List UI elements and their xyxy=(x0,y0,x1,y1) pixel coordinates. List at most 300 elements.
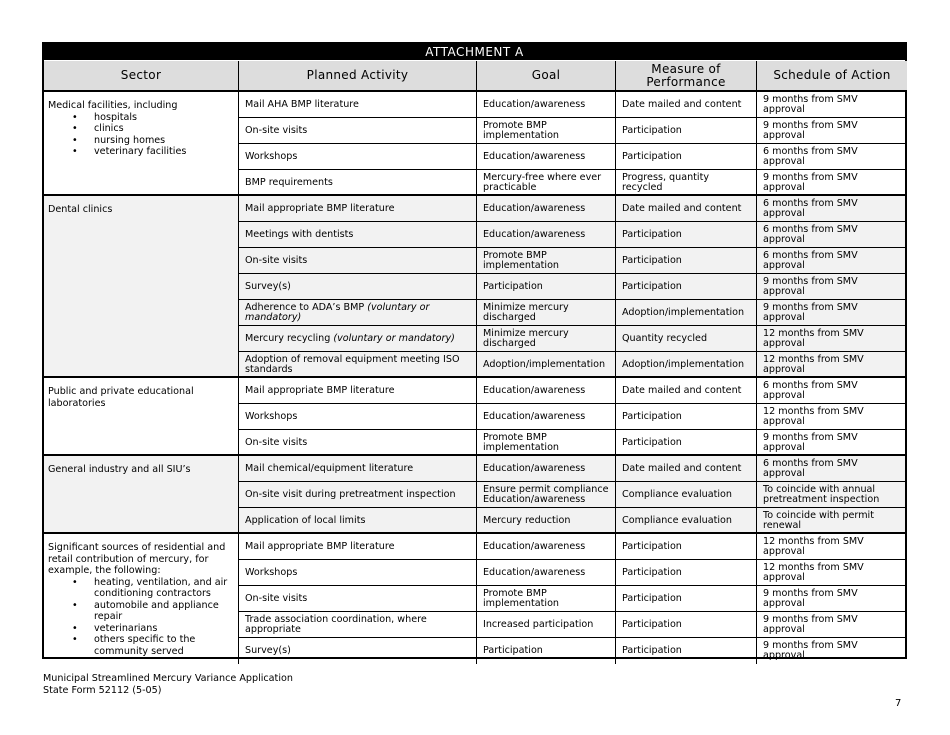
goal-cell-text xyxy=(483,542,585,553)
activity-note: (voluntary or mandatory) xyxy=(245,301,430,323)
planned-activity-cell xyxy=(239,170,477,196)
goal-cell-text xyxy=(483,251,609,272)
goal-cell-value: Education/awareness xyxy=(483,228,586,240)
planned-activity-cell xyxy=(239,508,477,534)
schedule-cell-text xyxy=(763,225,901,246)
header-measure-of-performance: Measure of Performance xyxy=(616,61,757,90)
sector-bullet-item: • veterinary facilities xyxy=(94,146,234,158)
planned-activity-cell-value: Mail AHA BMP literature xyxy=(245,98,359,110)
sector-bullet-list xyxy=(48,577,234,658)
planned-activity-cell-text xyxy=(245,126,307,137)
planned-activity-cell-value: On-site visits xyxy=(245,592,308,604)
schedule-cell-value: 9 months from SMV approval xyxy=(763,275,858,297)
schedule-cell-value: 6 months from SMV approval xyxy=(763,197,858,219)
measure-cell-text xyxy=(622,126,682,137)
goal-cell xyxy=(477,196,616,222)
planned-activity-cell xyxy=(239,326,477,352)
goal-cell-value: Education/awareness xyxy=(483,150,586,162)
planned-activity-cell-value: Mail appropriate BMP literature xyxy=(245,202,395,214)
goal-cell xyxy=(477,612,616,638)
sector-bullet-item: • automobile and appliance repair xyxy=(94,600,234,623)
goal-cell-value: Adoption/implementation xyxy=(483,358,606,370)
schedule-cell-value: 12 months from SMV approval xyxy=(763,353,864,375)
goal-cell xyxy=(477,170,616,196)
measure-cell xyxy=(616,326,757,352)
footer-form-title: Municipal Streamlined Mercury Variance Application xyxy=(43,673,293,684)
goal-cell xyxy=(477,508,616,534)
planned-activity-cell-value: On-site visit during pretreatment inspection xyxy=(245,488,456,500)
schedule-cell-text xyxy=(763,407,901,428)
goal-cell-text xyxy=(483,121,609,142)
schedule-cell xyxy=(757,482,907,508)
planned-activity-cell-value: Mail appropriate BMP literature xyxy=(245,540,395,552)
goal-cell-text xyxy=(483,204,585,215)
measure-cell-value: Date mailed and content xyxy=(622,202,742,214)
measure-cell-value: Compliance evaluation xyxy=(622,488,732,500)
measure-cell xyxy=(616,248,757,274)
planned-activity-cell-value: Survey(s) xyxy=(245,280,291,292)
measure-cell-text xyxy=(622,568,682,579)
goal-cell-value: Promote BMP implementation xyxy=(483,119,560,141)
sector-cell xyxy=(44,92,239,196)
schedule-cell xyxy=(757,144,907,170)
planned-activity-cell xyxy=(239,248,477,274)
schedule-cell-text xyxy=(763,303,901,324)
table-row xyxy=(239,508,905,534)
goal-cell-value: Education/awareness xyxy=(483,410,586,422)
goal-cell xyxy=(477,118,616,144)
goal-cell-value: Promote BMP implementation xyxy=(483,587,560,609)
table-row xyxy=(239,144,905,170)
measure-cell xyxy=(616,560,757,586)
goal-cell-value: Education/awareness xyxy=(483,202,586,214)
measure-cell-value: Date mailed and content xyxy=(622,462,742,474)
schedule-cell-text xyxy=(763,251,901,272)
measure-cell-value: Participation xyxy=(622,124,682,136)
table-row xyxy=(239,352,905,378)
measure-cell xyxy=(616,92,757,118)
goal-cell-value: Promote BMP implementation xyxy=(483,249,560,271)
goal-cell-text xyxy=(483,360,605,371)
measure-cell xyxy=(616,196,757,222)
goal-cell xyxy=(477,248,616,274)
schedule-cell xyxy=(757,456,907,482)
measure-cell-text xyxy=(622,173,750,194)
table-row xyxy=(239,378,905,404)
measure-cell-value: Participation xyxy=(622,592,682,604)
schedule-cell-value: 9 months from SMV approval xyxy=(763,431,858,453)
schedule-cell-value: To coincide with annual pretreatment inspection xyxy=(763,483,880,505)
goal-cell xyxy=(477,560,616,586)
planned-activity-cell-text xyxy=(245,464,413,475)
planned-activity-cell-text xyxy=(245,230,353,241)
schedule-cell xyxy=(757,170,907,196)
schedule-cell-value: 9 months from SMV approval xyxy=(763,93,858,115)
planned-activity-cell xyxy=(239,482,477,508)
goal-cell xyxy=(477,586,616,612)
planned-activity-cell-value: Workshops xyxy=(245,150,298,162)
schedule-cell-value: 12 months from SMV approval xyxy=(763,561,864,583)
sector-name: Significant sources of residential and retail contribution of mercury, for example, the following: xyxy=(48,542,226,576)
schedule-cell xyxy=(757,534,907,560)
sector-name: Medical facilities, including xyxy=(48,100,178,111)
planned-activity-cell-text xyxy=(245,386,394,397)
schedule-cell-text xyxy=(763,121,901,142)
measure-cell-text xyxy=(622,100,741,111)
goal-cell xyxy=(477,430,616,456)
schedule-cell xyxy=(757,378,907,404)
sector-bullet-item: • nursing homes xyxy=(94,135,234,147)
page-number: 7 xyxy=(895,698,902,709)
planned-activity-cell-value: Mercury recycling xyxy=(245,332,334,344)
schedule-cell-text xyxy=(763,459,901,480)
schedule-cell xyxy=(757,612,907,638)
table-row xyxy=(239,300,905,326)
schedule-cell-text xyxy=(763,589,901,610)
measure-cell-value: Participation xyxy=(622,150,682,162)
schedule-cell xyxy=(757,352,907,378)
planned-activity-cell-value: Application of local limits xyxy=(245,514,366,526)
planned-activity-cell-text xyxy=(245,152,297,163)
schedule-cell xyxy=(757,248,907,274)
measure-cell-text xyxy=(622,204,741,215)
goal-cell-text xyxy=(483,282,543,293)
goal-cell xyxy=(477,92,616,118)
schedule-cell xyxy=(757,638,907,664)
measure-cell-value: Date mailed and content xyxy=(622,98,742,110)
measure-cell-value: Compliance evaluation xyxy=(622,514,732,526)
planned-activity-cell-text xyxy=(245,646,291,657)
measure-cell-text xyxy=(622,620,682,631)
goal-cell xyxy=(477,534,616,560)
schedule-cell-text xyxy=(763,511,901,532)
planned-activity-cell-text xyxy=(245,516,365,527)
measure-cell xyxy=(616,456,757,482)
table-row xyxy=(239,274,905,300)
goal-cell-text xyxy=(483,230,585,241)
measure-cell-text xyxy=(622,256,682,267)
measure-cell-value: Quantity recycled xyxy=(622,332,708,344)
schedule-cell-value: To coincide with permit renewal xyxy=(763,509,874,531)
planned-activity-cell-text xyxy=(245,594,307,605)
goal-cell-value: Education/awareness xyxy=(483,462,586,474)
schedule-cell-text xyxy=(763,95,901,116)
goal-cell-value: Education/awareness xyxy=(483,540,586,552)
planned-activity-cell xyxy=(239,456,477,482)
planned-activity-cell xyxy=(239,404,477,430)
schedule-cell xyxy=(757,92,907,118)
measure-cell-text xyxy=(622,516,732,527)
goal-cell-text xyxy=(483,620,593,631)
table-row xyxy=(239,560,905,586)
goal-cell-value: Minimize mercury discharged xyxy=(483,301,569,323)
schedule-cell-value: 9 months from SMV approval xyxy=(763,301,858,323)
planned-activity-cell xyxy=(239,560,477,586)
measure-cell xyxy=(616,274,757,300)
measure-cell xyxy=(616,534,757,560)
schedule-cell-value: 12 months from SMV approval xyxy=(763,535,864,557)
planned-activity-cell xyxy=(239,612,477,638)
measure-cell-text xyxy=(622,542,682,553)
measure-cell xyxy=(616,638,757,664)
goal-cell xyxy=(477,482,616,508)
sector-bullet-item: • others specific to the community served xyxy=(94,634,234,657)
measure-cell-text xyxy=(622,308,744,319)
measure-cell-value: Adoption/implementation xyxy=(622,358,745,370)
goal-cell-value: Increased participation xyxy=(483,618,594,630)
planned-activity-cell-value: Survey(s) xyxy=(245,644,291,656)
planned-activity-cell-value: Workshops xyxy=(245,566,298,578)
table-row xyxy=(239,638,905,664)
measure-cell-text xyxy=(622,152,682,163)
sector-bullet-item: • clinics xyxy=(94,123,234,135)
goal-cell xyxy=(477,638,616,664)
table-row xyxy=(239,248,905,274)
sector-cell xyxy=(44,378,239,456)
schedule-cell xyxy=(757,222,907,248)
schedule-cell xyxy=(757,274,907,300)
goal-cell-value: Participation xyxy=(483,644,543,656)
footer-form-number: State Form 52112 (5-05) xyxy=(43,684,162,696)
goal-cell-text xyxy=(483,433,609,454)
table-row xyxy=(239,430,905,456)
goal-cell-value: Education/awareness xyxy=(483,98,586,110)
goal-cell-value: Minimize mercury discharged xyxy=(483,327,569,349)
table-row xyxy=(239,534,905,560)
measure-cell-value: Participation xyxy=(622,618,682,630)
measure-cell-value: Participation xyxy=(622,280,682,292)
table-row xyxy=(239,92,905,118)
measure-cell-value: Participation xyxy=(622,254,682,266)
schedule-cell-text xyxy=(763,381,901,402)
measure-cell xyxy=(616,300,757,326)
planned-activity-cell-value: Workshops xyxy=(245,410,298,422)
planned-activity-cell xyxy=(239,118,477,144)
planned-activity-cell-value: Adherence to ADA’s BMP xyxy=(245,301,368,313)
goal-cell-value: Mercury reduction xyxy=(483,514,571,526)
sector-bullet-item: • veterinarians xyxy=(94,623,234,635)
schedule-cell-value: 6 months from SMV approval xyxy=(763,145,858,167)
goal-cell-text xyxy=(483,646,543,657)
goal-cell-text xyxy=(483,100,585,111)
schedule-cell xyxy=(757,404,907,430)
schedule-cell-text xyxy=(763,329,901,350)
schedule-cell-value: 6 months from SMV approval xyxy=(763,249,858,271)
goal-cell xyxy=(477,300,616,326)
schedule-cell-value: 9 months from SMV approval xyxy=(763,613,858,635)
measure-cell-value: Date mailed and content xyxy=(622,384,742,396)
schedule-cell xyxy=(757,586,907,612)
sector-name: General industry and all SIU’s xyxy=(48,464,191,475)
measure-cell xyxy=(616,118,757,144)
measure-cell-text xyxy=(622,386,741,397)
planned-activity-cell-text xyxy=(245,490,456,501)
schedule-cell xyxy=(757,118,907,144)
goal-cell-value: Participation xyxy=(483,280,543,292)
planned-activity-cell xyxy=(239,92,477,118)
schedule-cell-value: 9 months from SMV approval xyxy=(763,119,858,141)
planned-activity-cell xyxy=(239,586,477,612)
schedule-cell-value: 12 months from SMV approval xyxy=(763,327,864,349)
schedule-cell-text xyxy=(763,433,901,454)
table-row xyxy=(239,196,905,222)
sector-cell xyxy=(44,456,239,534)
table-row xyxy=(239,170,905,196)
schedule-cell-text xyxy=(763,615,901,636)
planned-activity-cell-text xyxy=(245,256,307,267)
schedule-cell-text xyxy=(763,485,901,506)
goal-cell-text xyxy=(483,589,609,610)
planned-activity-cell-value: On-site visits xyxy=(245,124,308,136)
goal-cell-text xyxy=(483,152,585,163)
schedule-cell-text xyxy=(763,173,901,194)
goal-cell-value: Promote BMP implementation xyxy=(483,431,560,453)
table-row xyxy=(239,118,905,144)
sector-name: Public and private educational laboratories xyxy=(48,386,194,409)
schedule-cell-value: 9 months from SMV approval xyxy=(763,587,858,609)
schedule-cell-text xyxy=(763,199,901,220)
schedule-cell xyxy=(757,300,907,326)
planned-activity-cell-text xyxy=(245,303,470,324)
measure-cell-value: Participation xyxy=(622,540,682,552)
table-row xyxy=(239,326,905,352)
measure-cell-value: Participation xyxy=(622,436,682,448)
planned-activity-cell-text xyxy=(245,412,297,423)
planned-activity-cell-value: BMP requirements xyxy=(245,176,333,188)
measure-cell xyxy=(616,508,757,534)
schedule-cell-text xyxy=(763,641,901,662)
planned-activity-cell-value: Trade association coordination, where appropriate xyxy=(245,613,427,635)
goal-cell xyxy=(477,144,616,170)
schedule-cell xyxy=(757,196,907,222)
goal-cell xyxy=(477,404,616,430)
planned-activity-cell-value: On-site visits xyxy=(245,436,308,448)
schedule-cell-value: 12 months from SMV approval xyxy=(763,405,864,427)
table-row xyxy=(239,586,905,612)
planned-activity-cell-value: Meetings with dentists xyxy=(245,228,354,240)
goal-cell xyxy=(477,352,616,378)
planned-activity-cell-text xyxy=(245,438,307,449)
footer xyxy=(43,673,293,696)
schedule-cell-text xyxy=(763,277,901,298)
planned-activity-cell-text xyxy=(245,204,394,215)
planned-activity-cell-text xyxy=(245,282,291,293)
measure-cell xyxy=(616,378,757,404)
goal-cell-text xyxy=(483,329,609,350)
header-planned-activity: Planned Activity xyxy=(239,61,477,90)
measure-cell-text xyxy=(622,334,707,345)
planned-activity-cell-text xyxy=(245,100,359,111)
sector-cell xyxy=(44,196,239,378)
goal-cell-value: Education/awareness xyxy=(483,566,586,578)
measure-cell-text xyxy=(622,412,682,423)
attachment-table xyxy=(42,42,907,659)
table-row xyxy=(239,612,905,638)
goal-cell xyxy=(477,456,616,482)
goal-cell-text xyxy=(483,568,585,579)
planned-activity-cell-value: Mail appropriate BMP literature xyxy=(245,384,395,396)
measure-cell xyxy=(616,170,757,196)
schedule-cell-value: 6 months from SMV approval xyxy=(763,223,858,245)
measure-cell-value: Progress, quantity recycled xyxy=(622,171,710,193)
planned-activity-cell-value: Adoption of removal equipment meeting ISO standards xyxy=(245,353,460,375)
planned-activity-cell xyxy=(239,352,477,378)
schedule-cell xyxy=(757,326,907,352)
measure-cell xyxy=(616,144,757,170)
planned-activity-cell xyxy=(239,196,477,222)
sector-group xyxy=(44,378,905,456)
schedule-cell-text xyxy=(763,563,901,584)
measure-cell-value: Participation xyxy=(622,644,682,656)
measure-cell-text xyxy=(622,282,682,293)
sector-group xyxy=(44,534,905,664)
measure-cell xyxy=(616,586,757,612)
goal-cell-text xyxy=(483,412,585,423)
measure-cell-text xyxy=(622,646,682,657)
planned-activity-cell-value: On-site visits xyxy=(245,254,308,266)
activity-note: (voluntary or mandatory) xyxy=(333,332,455,344)
sector-bullet-list xyxy=(48,112,234,158)
measure-cell xyxy=(616,612,757,638)
measure-cell xyxy=(616,352,757,378)
sector-group xyxy=(44,92,905,196)
planned-activity-cell-text xyxy=(245,355,470,376)
measure-cell xyxy=(616,430,757,456)
schedule-cell-text xyxy=(763,537,901,558)
header-goal: Goal xyxy=(477,61,616,90)
planned-activity-cell-text xyxy=(245,334,455,345)
header-schedule-of-action: Schedule of Action xyxy=(757,61,907,90)
schedule-cell-text xyxy=(763,355,901,376)
planned-activity-cell-text xyxy=(245,178,333,189)
planned-activity-cell xyxy=(239,638,477,664)
goal-cell xyxy=(477,274,616,300)
measure-cell-value: Participation xyxy=(622,566,682,578)
planned-activity-cell-text xyxy=(245,615,470,636)
measure-cell-value: Participation xyxy=(622,410,682,422)
measure-cell-value: Participation xyxy=(622,228,682,240)
schedule-cell xyxy=(757,430,907,456)
sector-bullet-item: • hospitals xyxy=(94,112,234,124)
sector-group xyxy=(44,196,905,378)
measure-cell-text xyxy=(622,594,682,605)
measure-cell-text xyxy=(622,438,682,449)
sector-cell xyxy=(44,534,239,664)
measure-cell-text xyxy=(622,464,741,475)
planned-activity-cell xyxy=(239,222,477,248)
schedule-cell xyxy=(757,560,907,586)
planned-activity-cell-value: Mail chemical/equipment literature xyxy=(245,462,414,474)
schedule-cell xyxy=(757,508,907,534)
table-row xyxy=(239,456,905,482)
schedule-cell-value: 6 months from SMV approval xyxy=(763,379,858,401)
measure-cell xyxy=(616,482,757,508)
measure-cell-value: Adoption/implementation xyxy=(622,306,745,318)
planned-activity-cell xyxy=(239,300,477,326)
planned-activity-cell xyxy=(239,430,477,456)
schedule-cell-value: 6 months from SMV approval xyxy=(763,457,858,479)
planned-activity-cell-text xyxy=(245,568,297,579)
schedule-cell-value: 9 months from SMV approval xyxy=(763,171,858,193)
table-row xyxy=(239,222,905,248)
sector-group xyxy=(44,456,905,534)
sector-bullet-item: • heating, ventilation, and air conditioning contractors xyxy=(94,577,234,600)
measure-cell-text xyxy=(622,490,732,501)
sector-name: Dental clinics xyxy=(48,204,113,215)
goal-cell-text xyxy=(483,516,570,527)
goal-cell-text xyxy=(483,464,585,475)
goal-cell-text xyxy=(483,173,609,194)
